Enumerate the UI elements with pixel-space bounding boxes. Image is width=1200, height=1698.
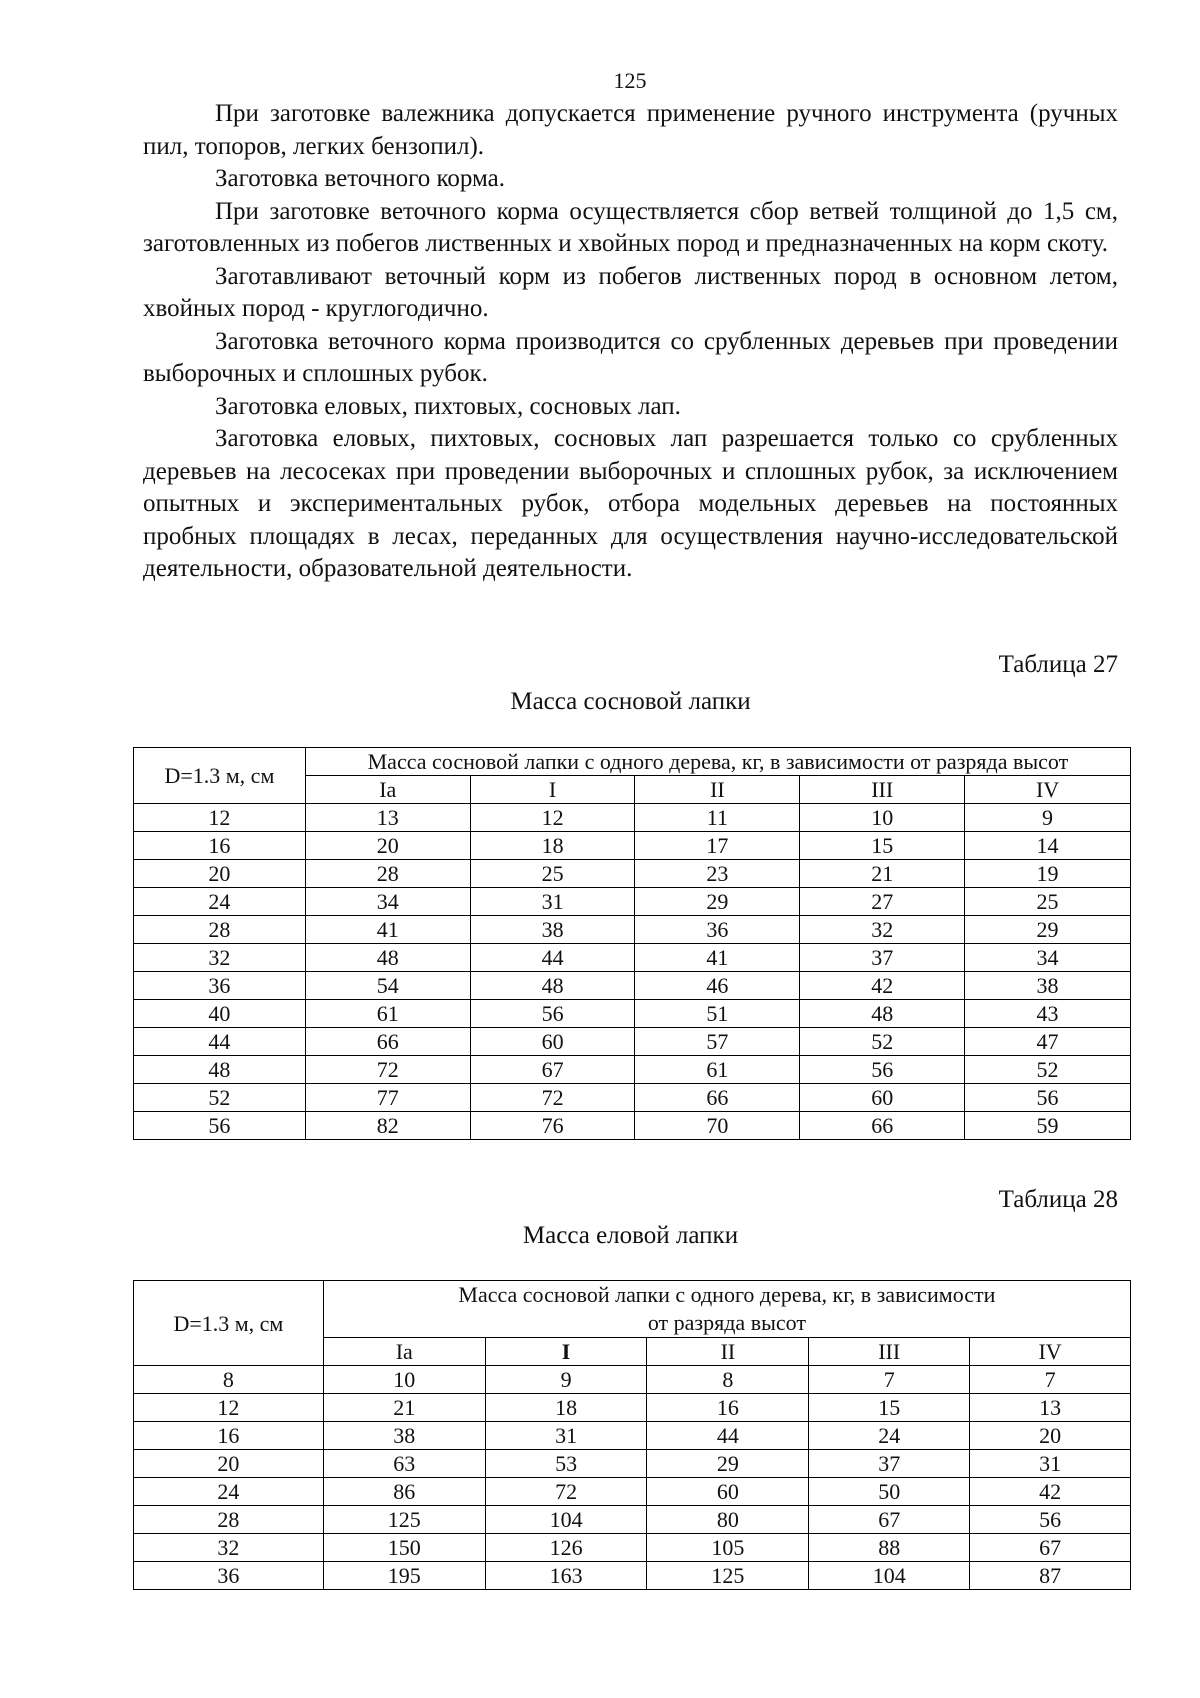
diameter-cell: 16: [134, 1422, 324, 1450]
mass-cell: 15: [800, 832, 965, 860]
table-27-body: [134, 804, 1131, 1140]
mass-cell: 66: [635, 1084, 800, 1112]
mass-cell: 47: [965, 1028, 1131, 1056]
table-row: [134, 1028, 1131, 1056]
mass-cell: 34: [965, 944, 1131, 972]
diameter-cell: 44: [134, 1028, 306, 1056]
mass-cell: 13: [305, 804, 470, 832]
mass-cell: 23: [635, 860, 800, 888]
diameter-cell: 56: [134, 1112, 306, 1140]
mass-cell: 28: [305, 860, 470, 888]
mass-cell: 51: [635, 1000, 800, 1028]
mass-cell: 63: [323, 1450, 485, 1478]
table-row: [134, 1000, 1131, 1028]
mass-cell: 15: [809, 1394, 970, 1422]
mass-cell: 38: [323, 1422, 485, 1450]
mass-cell: 48: [470, 972, 635, 1000]
mass-cell: 25: [470, 860, 635, 888]
table-row: [134, 1478, 1131, 1506]
diameter-cell: 36: [134, 1562, 324, 1590]
mass-cell: 80: [647, 1506, 809, 1534]
table-row: [134, 1366, 1131, 1394]
mass-cell: 48: [305, 944, 470, 972]
table-28-title: Масса еловой лапки: [522, 1222, 739, 1249]
body-text: [143, 98, 1118, 586]
page-number: 125: [613, 68, 647, 93]
table-row: [134, 1534, 1131, 1562]
diameter-cell: 24: [134, 888, 306, 916]
column-header: III: [809, 1338, 970, 1366]
mass-cell: 52: [800, 1028, 965, 1056]
table-row: [134, 1562, 1131, 1590]
paragraph-heading: Заготовка веточного корма.: [215, 165, 505, 192]
diameter-cell: 32: [134, 944, 306, 972]
mass-cell: 125: [647, 1562, 809, 1590]
mass-cell: 53: [485, 1450, 647, 1478]
table-row: [134, 1422, 1131, 1450]
mass-cell: 195: [323, 1562, 485, 1590]
group-header-cell: [323, 1281, 1130, 1338]
diameter-cell: 48: [134, 1056, 306, 1084]
paragraph-heading: Заготовка еловых, пихтовых, сосновых лап.: [215, 392, 681, 420]
column-header: I: [485, 1338, 647, 1366]
mass-cell: 70: [635, 1112, 800, 1140]
mass-cell: 163: [485, 1562, 647, 1590]
mass-cell: 126: [485, 1534, 647, 1562]
mass-cell: 20: [305, 832, 470, 860]
mass-cell: 7: [970, 1366, 1131, 1394]
mass-cell: 56: [470, 1000, 635, 1028]
mass-cell: 17: [635, 832, 800, 860]
table-row: [134, 888, 1131, 916]
mass-cell: 150: [323, 1534, 485, 1562]
column-header: II: [647, 1338, 809, 1366]
mass-cell: 9: [965, 804, 1131, 832]
mass-cell: 34: [305, 888, 470, 916]
diameter-cell: 24: [134, 1478, 324, 1506]
mass-cell: 86: [323, 1478, 485, 1506]
mass-cell: 72: [470, 1084, 635, 1112]
mass-cell: 60: [470, 1028, 635, 1056]
paragraph: При заготовке веточного корма осуществляется сбор ветвей толщиной до 1,5 см, заготовленных из побегов лиственных и хвойных пород и предназначенных на корм скоту.: [143, 197, 1118, 257]
mass-cell: 67: [470, 1056, 635, 1084]
mass-cell: 31: [485, 1422, 647, 1450]
table-row: [134, 804, 1131, 832]
mass-cell: 44: [470, 944, 635, 972]
mass-cell: 54: [305, 972, 470, 1000]
mass-cell: 36: [635, 916, 800, 944]
column-header: IV: [965, 776, 1131, 804]
group-header-line: от разряда высот: [647, 1310, 806, 1335]
column-header: IV: [970, 1338, 1131, 1366]
diameter-cell: 20: [134, 860, 306, 888]
table-27-title: Масса сосновой лапки: [510, 688, 751, 715]
column-header: I: [470, 776, 635, 804]
mass-cell: 38: [470, 916, 635, 944]
table-row: [134, 944, 1131, 972]
column-header: II: [635, 776, 800, 804]
table-27: [133, 747, 1131, 1140]
mass-cell: 82: [305, 1112, 470, 1140]
mass-cell: 19: [965, 860, 1131, 888]
mass-cell: 11: [635, 804, 800, 832]
mass-cell: 46: [635, 972, 800, 1000]
diameter-cell: 36: [134, 972, 306, 1000]
column-header: Ia: [323, 1338, 485, 1366]
table-row: [134, 1112, 1131, 1140]
mass-cell: 38: [965, 972, 1131, 1000]
mass-cell: 87: [970, 1562, 1131, 1590]
mass-cell: 125: [323, 1506, 485, 1534]
mass-cell: 29: [635, 888, 800, 916]
mass-cell: 42: [800, 972, 965, 1000]
mass-cell: 18: [485, 1394, 647, 1422]
mass-cell: 48: [800, 1000, 965, 1028]
mass-cell: 57: [635, 1028, 800, 1056]
mass-cell: 7: [809, 1366, 970, 1394]
mass-cell: 52: [965, 1056, 1131, 1084]
mass-cell: 41: [305, 916, 470, 944]
mass-cell: 76: [470, 1112, 635, 1140]
table-28: [133, 1280, 1131, 1590]
mass-cell: 10: [323, 1366, 485, 1394]
table-row: [134, 1084, 1131, 1112]
mass-cell: 43: [965, 1000, 1131, 1028]
column-header: Ia: [305, 776, 470, 804]
mass-cell: 61: [635, 1056, 800, 1084]
mass-cell: 21: [800, 860, 965, 888]
mass-cell: 12: [470, 804, 635, 832]
mass-cell: 14: [965, 832, 1131, 860]
mass-cell: 60: [800, 1084, 965, 1112]
mass-cell: 50: [809, 1478, 970, 1506]
diameter-cell: 20: [134, 1450, 324, 1478]
mass-cell: 104: [485, 1506, 647, 1534]
mass-cell: 104: [809, 1562, 970, 1590]
mass-cell: 31: [970, 1450, 1131, 1478]
mass-cell: 88: [809, 1534, 970, 1562]
mass-cell: 20: [970, 1422, 1131, 1450]
table-row: [134, 1394, 1131, 1422]
mass-cell: 42: [970, 1478, 1131, 1506]
table-row: [134, 1056, 1131, 1084]
mass-cell: 56: [800, 1056, 965, 1084]
diameter-cell: 12: [134, 1394, 324, 1422]
mass-cell: 27: [800, 888, 965, 916]
paragraph: Заготовка веточного корма производится со срубленных деревьев при проведении выборочных и сплошных рубок.: [143, 327, 1118, 387]
mass-cell: 29: [965, 916, 1131, 944]
diameter-cell: 28: [134, 916, 306, 944]
mass-cell: 66: [800, 1112, 965, 1140]
diameter-cell: 8: [134, 1366, 324, 1394]
diameter-cell: 28: [134, 1506, 324, 1534]
mass-cell: 37: [809, 1450, 970, 1478]
mass-cell: 24: [809, 1422, 970, 1450]
group-header-line: Масса сосновой лапки с одного дерева, кг, в зависимости: [458, 1282, 996, 1307]
mass-cell: 32: [800, 916, 965, 944]
table-row: [134, 972, 1131, 1000]
table-row: [134, 916, 1131, 944]
mass-cell: 59: [965, 1112, 1131, 1140]
mass-cell: 8: [647, 1366, 809, 1394]
table-row: [134, 1506, 1131, 1534]
row-header-cell: D=1.3 м, см: [134, 1281, 324, 1366]
diameter-cell: 32: [134, 1534, 324, 1562]
table-row: [134, 860, 1131, 888]
mass-cell: 67: [970, 1534, 1131, 1562]
mass-cell: 31: [470, 888, 635, 916]
mass-cell: 60: [647, 1478, 809, 1506]
mass-cell: 10: [800, 804, 965, 832]
paragraph: Заготавливают веточный корм из побегов лиственных пород в основном летом, хвойных пород - круглогодично.: [143, 262, 1118, 322]
table-row: [134, 832, 1131, 860]
table-row: [134, 1450, 1131, 1478]
mass-cell: 13: [970, 1394, 1131, 1422]
group-header-cell: Масса сосновой лапки с одного дерева, кг, в зависимости от разряда высот: [305, 748, 1130, 776]
mass-cell: 67: [809, 1506, 970, 1534]
paragraph: Заготовка еловых, пихтовых, сосновых лап разрешается только со срубленных деревьев на лесосеках при проведении выборочных и сплошных рубок, за исключением опытных и экспериментальных рубок, отбора модельных деревьев на постоянных пробных площадях в лесах, переданных для осуществления научно-исследовательской деятельности, образовательной деятельности.: [143, 425, 1118, 582]
mass-cell: 18: [470, 832, 635, 860]
table-28-body: [134, 1366, 1131, 1590]
paragraph: При заготовке валежника допускается применение ручного инструмента (ручных пил, топоров, легких бензопил).: [143, 100, 1118, 160]
mass-cell: 16: [647, 1394, 809, 1422]
mass-cell: 105: [647, 1534, 809, 1562]
mass-cell: 37: [800, 944, 965, 972]
column-header: III: [800, 776, 965, 804]
table-27-label: Таблица 27: [998, 651, 1118, 678]
mass-cell: 21: [323, 1394, 485, 1422]
mass-cell: 56: [965, 1084, 1131, 1112]
diameter-cell: 40: [134, 1000, 306, 1028]
mass-cell: 56: [970, 1506, 1131, 1534]
mass-cell: 61: [305, 1000, 470, 1028]
mass-cell: 72: [485, 1478, 647, 1506]
mass-cell: 44: [647, 1422, 809, 1450]
diameter-cell: 12: [134, 804, 306, 832]
mass-cell: 66: [305, 1028, 470, 1056]
mass-cell: 77: [305, 1084, 470, 1112]
diameter-cell: 16: [134, 832, 306, 860]
mass-cell: 25: [965, 888, 1131, 916]
diameter-cell: 52: [134, 1084, 306, 1112]
mass-cell: 72: [305, 1056, 470, 1084]
mass-cell: 41: [635, 944, 800, 972]
mass-cell: 29: [647, 1450, 809, 1478]
row-header-cell: D=1.3 м, см: [134, 748, 306, 804]
table-28-label: Таблица 28: [998, 1186, 1118, 1213]
mass-cell: 9: [485, 1366, 647, 1394]
